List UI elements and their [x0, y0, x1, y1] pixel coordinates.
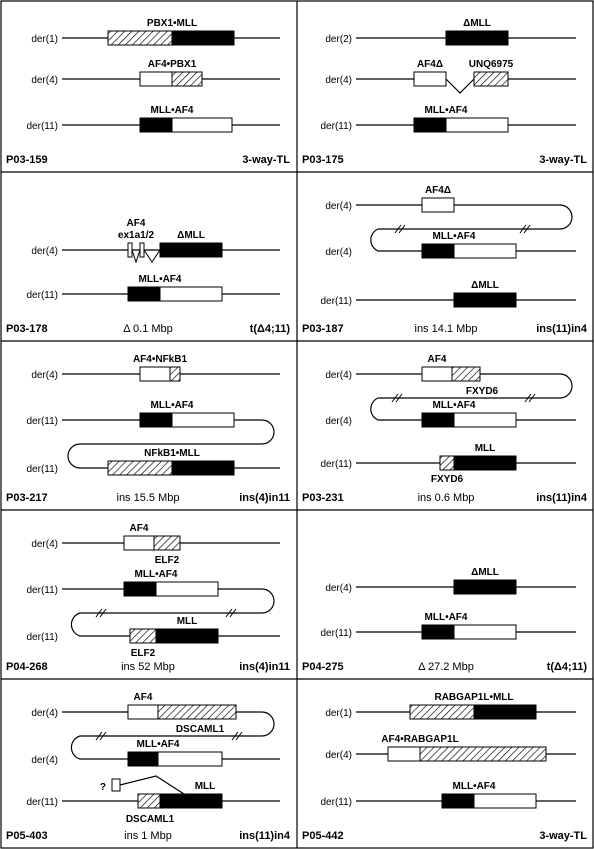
chr-label: der(4): [325, 750, 352, 761]
chr-label: der(11): [26, 585, 58, 596]
segment-mll: [128, 752, 158, 766]
segment-mll: [422, 413, 454, 427]
panel-p05-442: [302, 692, 587, 842]
size-note: ins 52 Mbp: [121, 661, 175, 673]
segment-af4: [454, 244, 516, 258]
chr-label: der(11): [320, 121, 352, 132]
chr-label: der(4): [31, 539, 58, 550]
segment-dscaml1: [138, 794, 160, 808]
segment-mll: [454, 293, 516, 307]
segment-af4: [422, 367, 452, 381]
patient-id: P03-187: [302, 323, 344, 335]
panel-p03-175: [302, 18, 587, 166]
exon-1a1: [128, 243, 132, 257]
chr-label: der(11): [26, 464, 58, 475]
fusion-label: MLL•AF4: [134, 569, 178, 580]
chr-label: der(4): [325, 201, 352, 212]
gene-label: ELF2: [130, 648, 156, 659]
patient-id: P03-175: [302, 154, 344, 166]
panel-p04-268: [6, 523, 290, 673]
fusion-label: PBX1•MLL: [146, 18, 198, 29]
unknown-segment: [112, 779, 120, 791]
segment-af4: [446, 118, 508, 132]
segment-mll: [156, 629, 218, 643]
segment-mll: [422, 625, 454, 639]
size-note: Δ 0.1 Mbp: [123, 323, 173, 335]
fusion-label: MLL•AF4: [424, 105, 468, 116]
chr-label: der(4): [31, 246, 58, 257]
fusion-label: ΔMLL: [463, 18, 491, 29]
gene-label: AF4Δ: [416, 59, 444, 70]
gene-label: DSCAML1: [175, 724, 225, 735]
fusion-label: ΔMLL: [177, 230, 205, 241]
chr-label: der(11): [320, 296, 352, 307]
segment-af4: [388, 747, 420, 761]
segment-mll: [128, 287, 160, 301]
gene-label: MLL: [474, 443, 496, 454]
segment-elf2: [130, 629, 156, 643]
fusion-label: AF4•NFkB1: [132, 354, 188, 365]
segment-af4: [172, 413, 234, 427]
chr-label: der(11): [26, 121, 58, 132]
fusion-label: MLL•AF4: [150, 105, 194, 116]
segment-nfkb1: [170, 367, 180, 381]
segment-mll: [422, 244, 454, 258]
patient-id: P03-231: [302, 492, 344, 504]
segment-mll: [172, 461, 234, 475]
chr-label: der(4): [325, 247, 352, 258]
rearrangement-type: ins(11)in4: [536, 323, 587, 335]
segment-mll: [140, 413, 172, 427]
segment-af4: [454, 625, 516, 639]
patient-id: P03-159: [6, 154, 48, 166]
gene-label: FXYD6: [430, 474, 464, 485]
size-note: ins 1 Mbp: [124, 830, 172, 842]
fusion-label: MLL•AF4: [432, 400, 476, 411]
chr-label: der(1): [325, 708, 352, 719]
fusion-label: NFkB1•MLL: [144, 448, 200, 459]
gene-label: DSCAML1: [125, 814, 175, 825]
gene-label: AF4: [126, 218, 146, 229]
chr-label: der(11): [26, 416, 58, 427]
chr-label: der(11): [26, 632, 58, 643]
segment-af4: [172, 118, 232, 132]
patient-id: P04-275: [302, 661, 344, 673]
chr-label: der(11): [320, 459, 352, 470]
gene-label: AF4: [133, 692, 153, 703]
segment-af4: [454, 413, 516, 427]
rearrangement-type: 3-way-TL: [242, 154, 290, 166]
exon-label: ex1a1/2: [117, 230, 155, 241]
segment-mll: [454, 580, 516, 594]
panel-p03-187: [302, 185, 588, 335]
segment-elf2: [154, 536, 180, 550]
chr-label: der(4): [31, 708, 58, 719]
segment-af4: [124, 536, 154, 550]
segment-dscaml1: [158, 705, 236, 719]
fusion-label: MLL•AF4: [138, 274, 182, 285]
segment-af4: [422, 198, 454, 212]
segment-af4: [158, 752, 222, 766]
size-note: Δ 27.2 Mbp: [418, 661, 474, 673]
segment-unq6975: [474, 72, 508, 86]
rearrangement-type: ins(4)in11: [239, 661, 290, 673]
panel-p03-231: [302, 354, 588, 504]
segment-mll: [140, 118, 172, 132]
chr-label: der(4): [325, 75, 352, 86]
fusion-label: ΔMLL: [471, 567, 499, 578]
chr-label: der(2): [325, 34, 352, 45]
exon-1a2: [140, 243, 144, 257]
segment-mll: [474, 705, 536, 719]
chr-label: der(11): [26, 797, 58, 808]
panel-p04-275: [302, 567, 587, 673]
gene-label: MLL: [194, 781, 216, 792]
segment-af4: [156, 582, 218, 596]
gene-label: AF4: [129, 523, 149, 534]
panel-p03-217: [6, 354, 290, 504]
patient-id: P03-217: [6, 492, 48, 504]
fusion-label: AF4•RABGAP1L: [381, 734, 459, 745]
patient-id: P05-442: [302, 830, 344, 842]
chr-label: der(4): [31, 755, 58, 766]
segment-af4: [414, 72, 446, 86]
chr-label: der(11): [320, 797, 352, 808]
gene-label: ELF2: [154, 555, 180, 566]
segment-rabgap1l: [420, 747, 546, 761]
segment-pbx1: [108, 31, 172, 45]
chr-label: der(1): [31, 34, 58, 45]
fusion-label: ΔMLL: [471, 280, 499, 291]
segment-mll: [414, 118, 446, 132]
chr-label: der(4): [31, 370, 58, 381]
segment-mll: [124, 582, 156, 596]
fusion-label: RABGAP1L•MLL: [434, 692, 514, 703]
size-note: ins 0.6 Mbp: [417, 492, 475, 504]
rearrangement-type: ins(11)in4: [536, 492, 587, 504]
rearrangement-type: t(Δ4;11): [249, 323, 290, 335]
segment-mll: [442, 794, 474, 808]
chr-label: der(11): [320, 628, 352, 639]
gene-label: UNQ6975: [468, 59, 514, 70]
fusion-label: MLL•AF4: [432, 231, 476, 242]
gene-label: AF4Δ: [424, 185, 452, 196]
gene-label: AF4: [427, 354, 447, 365]
segment-af4: [160, 287, 222, 301]
chr-label: der(11): [26, 290, 58, 301]
segment-mll: [160, 794, 222, 808]
segment-mll: [172, 31, 234, 45]
fusion-label: MLL•AF4: [452, 781, 496, 792]
segment-mll: [446, 31, 508, 45]
gene-label: MLL: [176, 616, 198, 627]
patient-id: P04-268: [6, 661, 48, 673]
segment-pbx1: [172, 72, 202, 86]
rearrangement-type: t(Δ4;11): [546, 661, 587, 673]
chr-label: der(4): [325, 583, 352, 594]
panel-p03-159: [6, 18, 290, 166]
fusion-label: MLL•AF4: [136, 739, 180, 750]
fusion-label: MLL•AF4: [150, 400, 194, 411]
segment-fxyd6: [440, 456, 454, 470]
segment-mll: [454, 456, 516, 470]
patient-id: P05-403: [6, 830, 48, 842]
fusion-label: MLL•AF4: [424, 612, 468, 623]
chr-label: der(4): [325, 370, 352, 381]
chr-label: der(4): [31, 75, 58, 86]
segment-fxyd6: [452, 367, 480, 381]
rearrangement-type: 3-way-TL: [539, 154, 587, 166]
chr-label: der(4): [325, 416, 352, 427]
rearrangement-type: ins(4)in11: [239, 492, 290, 504]
patient-id: P03-178: [6, 323, 48, 335]
segment-nfkb1: [108, 461, 172, 475]
size-note: ins 14.1 Mbp: [414, 323, 478, 335]
segment-af4: [128, 705, 158, 719]
segment-af4: [140, 367, 170, 381]
rearrangement-type: 3-way-TL: [539, 830, 587, 842]
unknown-label: ?: [99, 782, 106, 793]
fusion-label: AF4•PBX1: [147, 59, 197, 70]
segment-mll: [160, 243, 222, 257]
gene-label: FXYD6: [465, 386, 499, 397]
panel-p03-178: [6, 218, 290, 335]
segment-rabgap1l: [410, 705, 474, 719]
panel-p05-403: [6, 692, 291, 842]
rearrangement-type: ins(11)in4: [239, 830, 290, 842]
segment-af4: [140, 72, 172, 86]
segment-af4: [474, 794, 536, 808]
size-note: ins 15.5 Mbp: [116, 492, 180, 504]
